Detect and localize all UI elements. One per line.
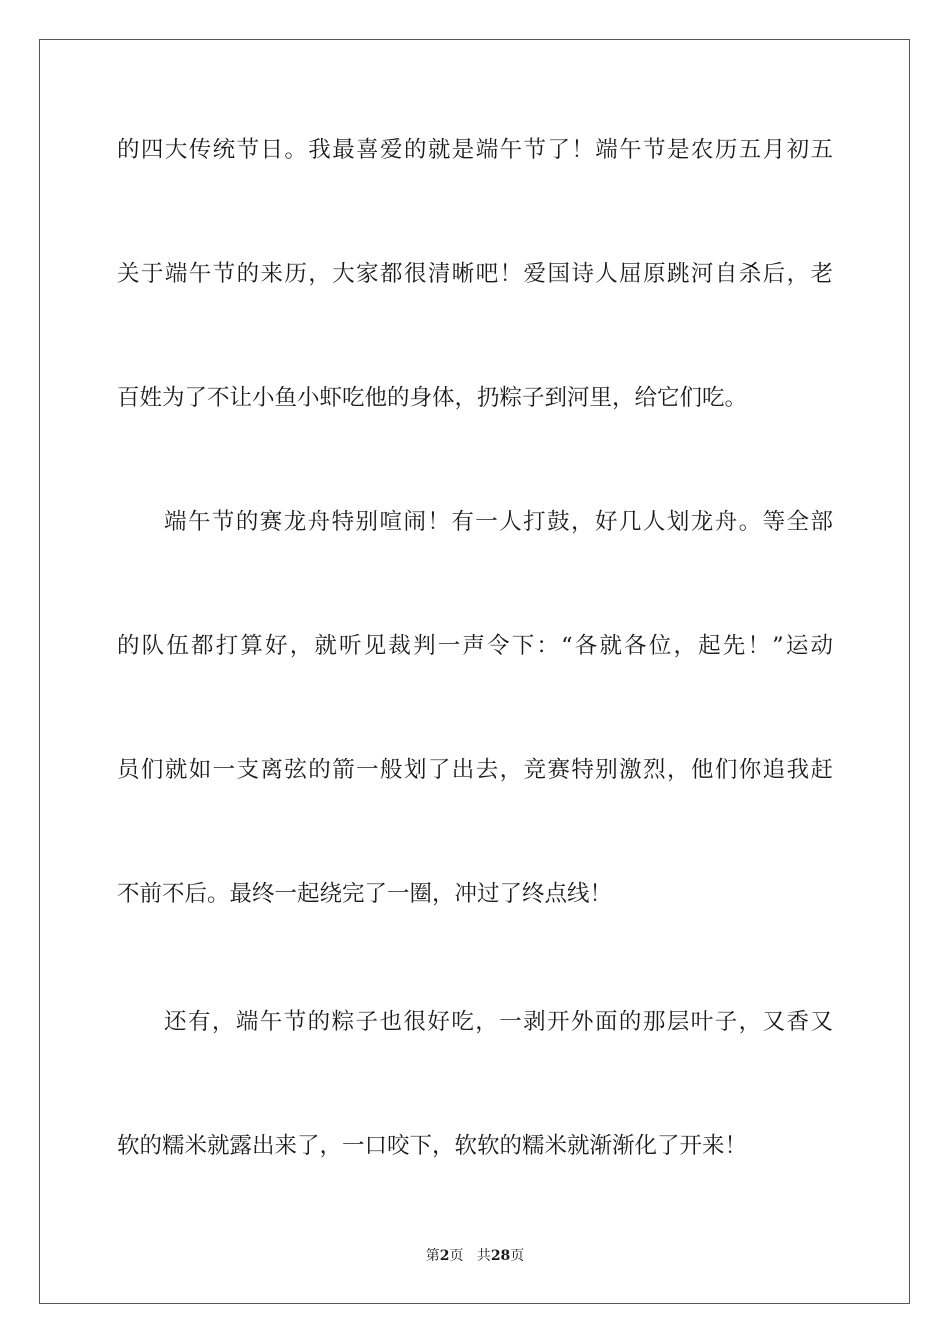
paragraph-line: 的四大传统节日。我最喜爱的就是端午节了！端午节是农历五月初五 (117, 137, 833, 163)
paragraph-line: 不前不后。最终一起绕完了一圈，冲过了终点线！ (117, 881, 613, 907)
paragraph-line: 百姓为了不让小鱼小虾吃他的身体，扔粽子到河里，给它们吃。 (117, 385, 748, 411)
total-pages: 28 (490, 1248, 511, 1264)
paragraph-line: 端午节的赛龙舟特别喧闹！有一人打鼓，好几人划龙舟。等全部 (164, 509, 833, 535)
page-suffix: 页 (449, 1248, 464, 1264)
total-suffix: 页 (510, 1248, 525, 1264)
total-prefix: 共 (476, 1248, 491, 1264)
paragraph-line: 软的糯米就露出来了，一口咬下，软软的糯米就渐渐化了开来！ (117, 1133, 748, 1159)
page-border (39, 39, 910, 1304)
page-number: 2 (439, 1248, 450, 1264)
paragraph-line: 的队伍都打算好，就听见裁判一声令下：“各就各位，起先！”运动 (117, 633, 833, 659)
paragraph-line: 还有，端午节的粽子也很好吃，一剥开外面的那层叶子，又香又 (164, 1009, 833, 1035)
paragraph-line: 关于端午节的来历，大家都很清晰吧！爱国诗人屈原跳河自杀后，老 (117, 261, 833, 287)
page-footer (0, 1246, 950, 1266)
page-prefix: 第 (425, 1248, 440, 1264)
paragraph-line: 员们就如一支离弦的箭一般划了出去，竞赛特别激烈，他们你追我赶 (117, 757, 833, 783)
